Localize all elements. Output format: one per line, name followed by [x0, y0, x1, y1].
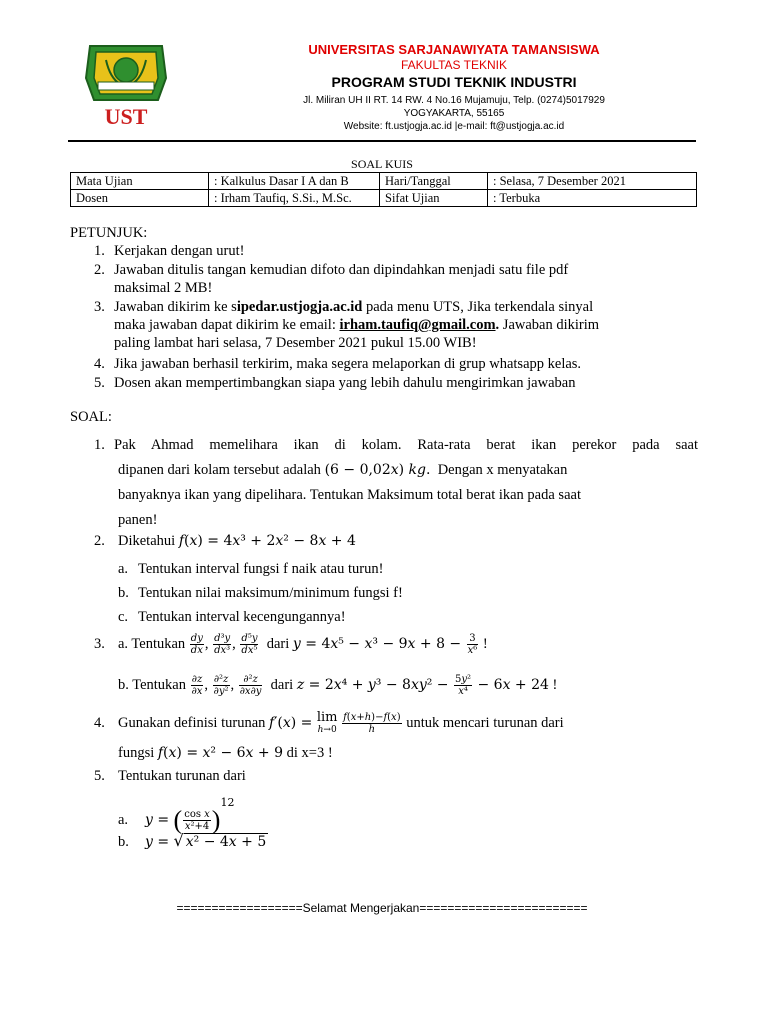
list-item: 2. Jawaban ditulis tangan kemudian difoto dan dipindahkan menjadi satu file pdf maksimal 2 MB!	[94, 262, 569, 296]
university-name: UNIVERSITAS SARJANAWIYATA TAMANSISWA	[308, 42, 600, 57]
list-item: 4. Jika jawaban berhasil terkirim, maka segera melaporkan di grup whatsapp kelas.	[94, 356, 582, 372]
cell-value: : Irham Taufiq, S.Si., M.Sc.	[209, 190, 380, 207]
cell-value: : Kalkulus Dasar I A dan B	[209, 173, 380, 190]
email-link[interactable]: irham.taufiq@gmail.com	[339, 317, 496, 333]
table-row	[71, 173, 697, 190]
list-item: b. Tentukan nilai maksimum/minimum fungsi f!	[118, 585, 403, 601]
partial-fraction: $\frac{\text{∂²𝑧}}{\text{∂𝑥∂𝑦}}$	[239, 674, 262, 697]
doc-title: SOAL KUIS	[351, 157, 413, 171]
partial-fraction: $\frac{\text{∂²𝑧}}{\text{∂𝑦²}}$	[213, 674, 229, 697]
cell-label: Hari/Tanggal	[380, 173, 488, 190]
header-divider	[68, 140, 696, 142]
term-fraction: $\frac{3}{\text{𝑥⁶}}$	[467, 633, 478, 656]
partial-fraction: $\frac{\text{∂𝑧}}{\text{∂𝑥}}$	[191, 674, 203, 697]
petunjuk-heading: PETUNJUK:	[70, 225, 148, 241]
list-item: 3. Jawaban dikirim ke sipedar.ustjogja.ac.id pada menu UTS, Jika terkendala sinyal maka jawaban dapat dikirim ke email: irham.taufiq@gmail.com. Jawaban dikirim paling lambat hari selasa, 7 Desember 2021 pukul 15.00 WIB!	[94, 299, 600, 351]
address-line2: YOGYAKARTA, 55165	[403, 108, 505, 119]
cos-fraction: $\frac{\text{cos 𝑥}}{\text{𝑥²+4}}$	[184, 809, 210, 833]
program-name: PROGRAM STUDI TEKNIK INDUSTRI	[331, 74, 577, 90]
address-line1: Jl. Miliran UH II RT. 14 RW. 4 No.16 Mujamuju, Telp. (0274)5017929	[303, 95, 605, 106]
table-row	[71, 190, 697, 207]
list-item: 1. Kerjakan dengan urut!	[94, 243, 245, 259]
list-item: a. Tentukan interval fungsi f naik atau turun!	[118, 561, 384, 577]
cell-label: Sifat Ujian	[380, 190, 488, 207]
sqrt-icon: √	[173, 831, 184, 850]
question-5a: a. 𝑦 = ( $\frac{\text{cos 𝑥}}{\text{𝑥²+4}}$ )$^{12}$	[118, 796, 235, 835]
term-fraction: $\frac{\text{5𝑦²}}{\text{𝑥⁴}}$	[455, 674, 472, 697]
derivative-fraction: $\frac{\text{𝑑𝑦}}{\text{𝑑𝑥}}$	[190, 633, 203, 656]
footer-closing: ==================Selamat Mengerjakan========================	[176, 901, 588, 915]
website-email: Website: ft.ustjogja.ac.id |e-mail: ft@ustjogja.ac.id	[343, 121, 565, 132]
question-4: 4. Gunakan definisi turunan 𝑓′(𝑥) = lim ℎ→0 $\frac{\text{𝑓(𝑥+ℎ)−𝑓(𝑥)}}{\text{ℎ}}$ untuk mencari turunan dari	[94, 710, 564, 735]
soal-heading: SOAL:	[70, 409, 112, 425]
question-4-line2: fungsi 𝑓(𝑥) = 𝑥² − 6𝑥 + 9 di x=3 !	[118, 745, 333, 761]
question-2-subs	[118, 557, 403, 629]
question-5b: b. 𝑦 = √ 𝑥² − 4𝑥 + 5	[118, 831, 267, 850]
question-5: 5. Tentukan turunan dari	[94, 768, 246, 784]
question-3a: 3. a. Tentukan $\frac{\text{𝑑𝑦}}{\text{𝑑𝑥}}$ , $\frac{\text{𝑑³𝑦}}{\text{𝑑𝑥³}}$ , $\frac{\text{𝑑⁵𝑦}}{\text{𝑑𝑥⁵}}$ dari 𝑦 = 4𝑥⁵ − 𝑥³ − 9𝑥 + 8 − $\frac{3}{\text{𝑥⁶}}$ !	[94, 633, 488, 656]
address	[180, 94, 728, 120]
university-logo	[80, 38, 172, 130]
question-3b: b. Tentukan $\frac{\text{∂𝑧}}{\text{∂𝑥}}$ , $\frac{\text{∂²𝑧}}{\text{∂𝑦²}}$ , $\frac{\text{∂²𝑧}}{\text{∂𝑥∂𝑦}}$ dari 𝑧 = 2𝑥⁴ + 𝑦³ − 8𝑥𝑦² − $\frac{\text{5𝑦²}}{\text{𝑥⁴}}$ − 6𝑥 + 24 !	[118, 674, 558, 697]
cell-value: : Selasa, 7 Desember 2021	[488, 173, 697, 190]
faculty-name: FAKULTAS TEKNIK	[400, 58, 508, 72]
cell-label: Dosen	[71, 190, 209, 207]
list-item: c. Tentukan interval kecengungannya!	[118, 609, 346, 625]
derivative-fraction: $\frac{\text{𝑑³𝑦}}{\text{𝑑𝑥³}}$	[214, 633, 231, 656]
difference-quotient: $\frac{\text{𝑓(𝑥+ℎ)−𝑓(𝑥)}}{\text{ℎ}}$	[343, 712, 401, 735]
ust-crest-icon	[80, 38, 172, 130]
question-1: 1. Pak Ahmad memelihara ikan di kolam. Rata-rata berat ikan perekor pada saat dipanen dari kolam tersebut adalah (6 − 0,02𝑥) 𝑘𝑔. Dengan x menyatakan banyaknya ikan yang dipelihara. Tentukan Maksimum total berat ikan pada saat panen!	[94, 437, 698, 528]
derivative-fraction: $\frac{\text{𝑑⁵𝑦}}{\text{𝑑𝑥⁵}}$	[241, 633, 258, 656]
logo-text: UST	[104, 104, 148, 129]
list-item: 5. Dosen akan mempertimbangkan siapa yang lebih dahulu mengirimkan jawaban	[94, 375, 576, 391]
cell-value: : Terbuka	[488, 190, 697, 207]
limit-operator: lim ℎ→0	[316, 710, 338, 735]
question-2: 2. Diketahui 𝑓(𝑥) = 4𝑥³ + 2𝑥² − 8𝑥 + 4	[94, 533, 356, 549]
exam-info-table	[70, 172, 697, 207]
cell-label: Mata Ujian	[71, 173, 209, 190]
sipedar-link[interactable]: ipedar.ustjogja.ac.id	[236, 299, 363, 315]
